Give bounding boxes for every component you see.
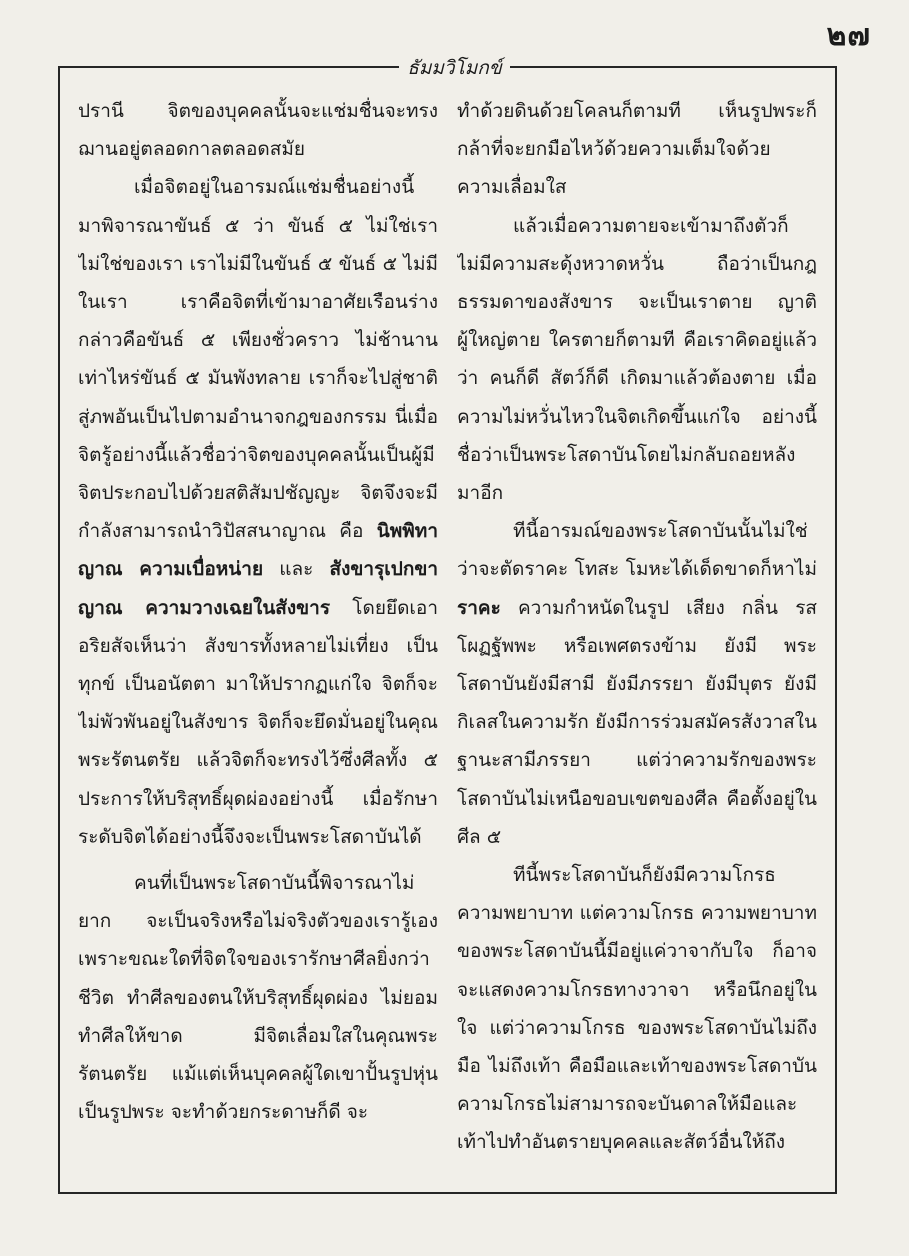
paragraph	[78, 168, 438, 856]
paragraph: ปรานี จิตของบุคคลนั้นจะแช่มชื่นจะทรงฌานอยู่ตลอดกาลตลอดสมัย	[78, 100, 438, 161]
book-title: ธัมมวิโมกข์	[399, 57, 510, 79]
page-number: ๒๗	[826, 18, 871, 53]
paragraph-text: เมื่อจิตอยู่ในอารมณ์แช่มชื่นอย่างนี้ มาพิจารณาขันธ์ ๕ ว่า ขันธ์ ๕ ไม่ใช่เรา ไม่ใช่ของเรา เราไม่มีในขันธ์ ๕ ขันธ์ ๕ ไม่มีในเรา เราคือจิตที่เข้ามาอาศัยเรือนร่าง กล่าวคือขันธ์ ๕ เพียงชั่วคราว ไม่ช้านาน เท่าไหร่ขันธ์ ๕ มันพังทลาย เราก็จะไปสู่ชาติสู่ภพอันเป็นไปตามอำนาจกฎของกรรม นี่เมื่อจิตรู้อย่างนี้แล้วชื่อว่าจิตของบุคคลนั้นเป็นผู้มีจิตประกอบไปด้วยสติสัมปชัญญะ จิตจึงจะมีกำลังสามารถนำวิปัสสนาญาณ คือ	[78, 176, 438, 543]
paragraph-text: และ	[279, 558, 314, 581]
paragraph-text: ความกำหนัดในรูป เสียง กลิ่น รส โผฏฐัพพะ หรือเพศตรงข้าม ยังมี พระโสดาบันยังมีสามี ยังมีภรรยา ยังมีบุตร ยังมีกิเลสในความรัก ยังมีการร่วมสมัครสังวาสในฐานะสามีภรรยา แต่ว่าความรักของพระโสดาบันไม่เหนือขอบเขตของศีล คือตั้งอยู่ในศีล ๕	[457, 596, 817, 848]
paragraph	[457, 512, 817, 856]
bold-term: ราคะ	[457, 596, 501, 619]
right-column	[457, 92, 817, 1182]
bold-term: สังขารุเปกขาญาณ ความวางเฉยในสังขาร	[78, 558, 438, 619]
paragraph: ทำด้วยดินด้วยโคลนก็ตามที เห็นรูปพระก็กล้าที่จะยกมือไหว้ด้วยความเต็มใจด้วยความเลื่อมใส	[457, 100, 817, 199]
paragraph: แล้วเมื่อความตายจะเข้ามาถึงตัวก็ไม่มีความสะดุ้งหวาดหวั่น ถือว่าเป็นกฎธรรมดาของสังขาร จะเป็นเราตาย ญาติผู้ใหญ่ตาย ใครตายก็ตามที คือเราคิดอยู่แล้วว่า คนก็ดี สัตว์ก็ดี เกิดมาแล้วต้องตาย เมื่อความไม่หวั่นไหวในจิตเกิดขึ้นแก่ใจ อย่างนี้ชื่อว่าเป็นพระโสดาบันโดยไม่กลับถอยหลังมาอีก	[457, 214, 817, 505]
paragraph: คนที่เป็นพระโสดาบันนี้พิจารณาไม่ยาก จะเป็นจริงหรือไม่จริงตัวของเรารู้เองเพราะขณะใดที่จิตใจของเรารักษาศีลยิ่งกว่าชีวิต ทำศีลของตนให้บริสุทธิ์ผุดผ่อง ไม่ยอมทำศีลให้ขาด มีจิตเลื่อมใสในคุณพระรัตนตรัย แม้แต่เห็นบุคคลผู้ใดเขาปั้นรูปหุ่นเป็นรูปพระ จะทำด้วยกระดาษก็ดี จะ	[78, 872, 438, 1124]
left-column	[78, 92, 438, 1182]
paragraph-text: โดยยึดเอาอริยสัจเห็นว่า สังขารทั้งหลายไม่เที่ยง เป็นทุกข์ เป็นอนัตตา มาให้ปรากฏแก่ใจ จิตก็จะไม่พัวพันอยู่ในสังขาร จิตก็จะยึดมั่นอยู่ในคุณพระรัตนตรัย แล้วจิตก็จะทรงไว้ซึ่งศีลทั้ง ๕ ประการให้บริสุทธิ์ผุดผ่องอย่างนี้ เมื่อรักษาระดับจิตได้อย่างนี้จึงจะเป็นพระโสดาบันได้	[78, 596, 438, 848]
paragraph: ทีนี้พระโสดาบันก็ยังมีความโกรธ ความพยาบาท แต่ความโกรธ ความพยาบาทของพระโสดาบันนี้มีอยู่แค่วาจากับใจ ก็อาจจะแสดงความโกรธทางวาจา หรือนึกอยู่ในใจ แต่ว่าความโกรธ ของพระโสดาบันไม่ถึงมือ ไม่ถึงเท้า คือมือและเท้าของพระโสดาบัน ความโกรธไม่สามารถจะบันดาลให้มือและเท้าไปทำอันตรายบุคคลและสัตว์อื่นให้ถึง	[457, 864, 817, 1154]
bold-term: นิพพิทาญาณ ความเบื่อหน่าย	[78, 520, 438, 581]
paragraph-text: ทีนี้อารมณ์ของพระโสดาบันนั้นไม่ใช่ว่าจะตัดราคะ โทสะ โมหะได้เด็ดขาดก็หาไม่	[457, 520, 817, 581]
